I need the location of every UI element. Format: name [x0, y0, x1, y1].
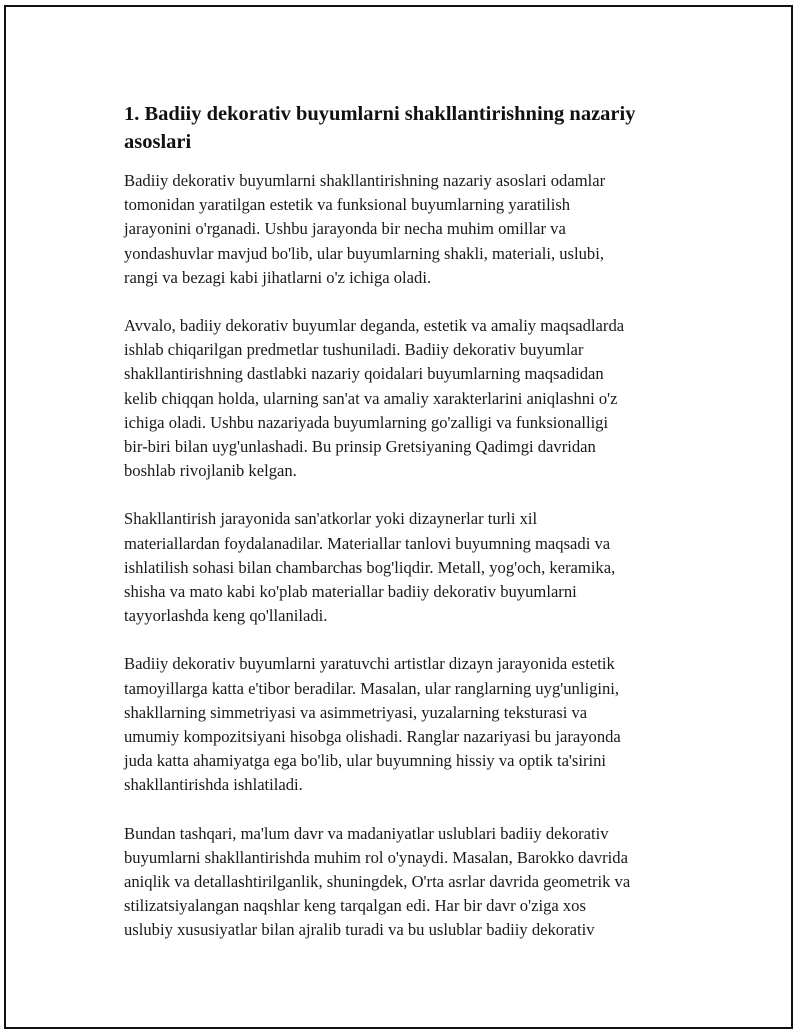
paragraph-2: Avvalo, badiiy dekorativ buyumlar deganda, estetik va amaliy maqsadlarda ishlab chiqarilgan predmetlar tushuniladi. Badiiy dekorativ buyumlar shakllantirishning dastlabki nazariy qoidalari buyumlarning maqsadidan kelib chiqqan holda, ularning san'at va amaliy xarakterlarini aniqlashni o'z ichiga oladi. Ushbu nazariyada buyumlarning go'zalligi va funksionalligi bir-biri bilan uyg'unlashadi. Bu prinsip Gretsiyaning Qadimgi davridan boshlab rivojlanib kelgan.: [124, 316, 625, 481]
paragraph-3: Shakllantirish jarayonida san'atkorlar yoki dizaynerlar turli xil materiallardan foydalanadilar. Materiallar tanlovi buyumning maqsadi va ishlatilish sohasi bilan chambarchas bog'liqdir. Metall, yog'och, keramika, shisha va mato kabi ko'plab materiallar badiiy dekorativ buyumlarni tayyorlashda keng qo'llaniladi.: [124, 509, 616, 626]
paragraph-4: Badiiy dekorativ buyumlarni yaratuvchi artistlar dizayn jarayonida estetik tamoyillarga katta e'tibor beradilar. Masalan, ular ranglarning uyg'unligini, shakllarning simmetriyasi va asimmetriyasi, yuzalarning teksturasi va umumiy kompozitsiyani hisobga olishadi. Ranglar nazariyasi bu jarayonda juda katta ahamiyatga ega bo'lib, ular buyumning hissiy va optik ta'sirini shakllantirishda ishlatiladi.: [124, 654, 621, 795]
page-frame: [4, 5, 793, 1029]
document-title: 1. Badiiy dekorativ buyumlarni shakllantirishning nazariy asoslari: [124, 103, 636, 153]
document-body: [124, 100, 694, 967]
paragraph-5: Bundan tashqari, ma'lum davr va madaniyatlar uslublari badiiy dekorativ buyumlarni shakllantirishda muhim rol o'ynaydi. Masalan, Barokko davrida aniqlik va detallashtirilganlik, shuningdek, O'rta asrlar davrida geometrik va stilizatsiyalangan naqshlar keng tarqalgan edi. Har bir davr o'ziga xos uslubiy xususiyatlar bilan ajralib turadi va bu uslublar badiiy dekorativ: [124, 823, 631, 940]
paragraph-1: Badiiy dekorativ buyumlarni shakllantirishning nazariy asoslari odamlar tomonidan yaratilgan estetik va funksional buyumlarning yaratilish jarayonini o'rganadi. Ushbu jarayonda bir necha muhim omillar va yondashuvlar mavjud bo'lib, ular buyumlarning shakli, materiali, uslubi, rangi va bezagi kabi jihatlarni o'z ichiga oladi.: [124, 171, 606, 287]
